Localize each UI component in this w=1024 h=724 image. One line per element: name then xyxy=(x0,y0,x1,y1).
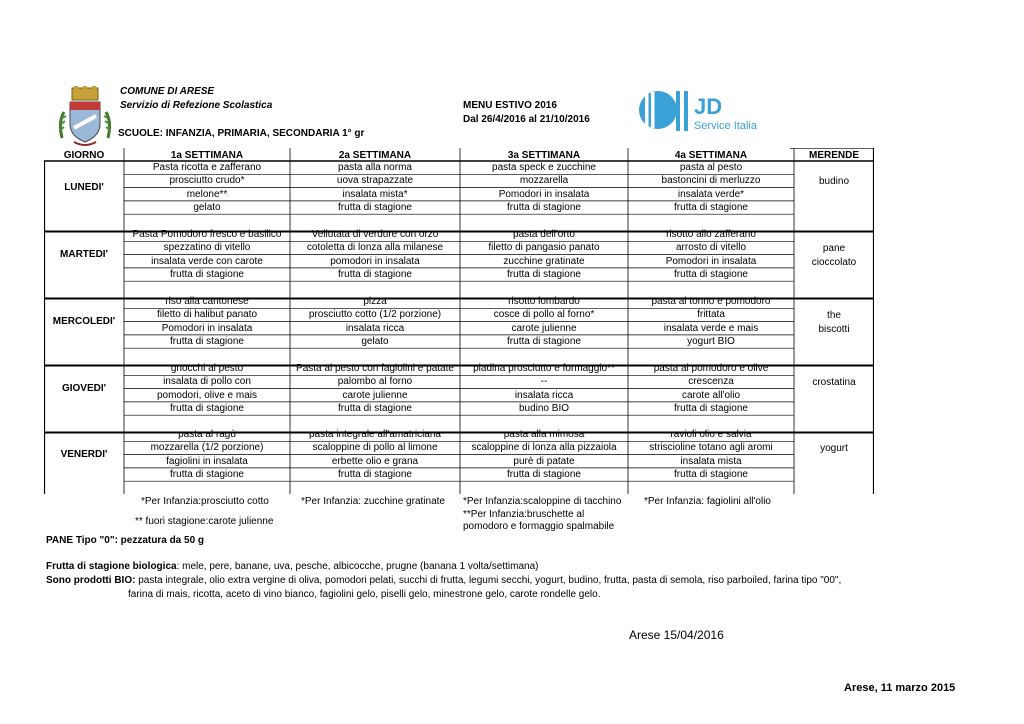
menu-cell-giovedi-w2-r3: carote julienne xyxy=(342,389,408,401)
menu-cell-lunedi-w2-r3: insalata mista* xyxy=(342,188,408,200)
arese-crest-icon xyxy=(56,86,114,148)
servizio-subtitle: Servizio di Refezione Scolastica xyxy=(120,100,273,111)
menu-cell-martedi-w1-r1: Pasta Pomodoro fresco e basilico xyxy=(132,229,282,240)
menu-cell-lunedi-w3-r4: frutta di stagione xyxy=(507,201,581,213)
menu-cell-giovedi-w1-r1: gnocchi al pesto xyxy=(170,363,244,374)
menu-cell-giovedi-w4-r4: frutta di stagione xyxy=(674,402,748,414)
note-fuori-stagione: ** fuori stagione:carote julienne xyxy=(135,516,274,527)
header-week2: 2a SETTIMANA xyxy=(338,150,412,161)
menu-cell-mercoledi-w3-r2: cosce di pollo al forno* xyxy=(493,309,595,321)
menu-cell-venerdi-w4-r1: ravioli olio e salvia xyxy=(670,429,752,440)
note-infanzia-week3: *Per Infanzia:scaloppine di tacchino xyxy=(463,496,622,507)
menu-cell-mercoledi-w3-r3: carote julienne xyxy=(511,322,577,334)
menu-cell-lunedi-w1-r3: melone** xyxy=(186,188,228,200)
jd-service-italia-logo xyxy=(638,88,768,134)
logo-brand-text: JD xyxy=(694,94,723,119)
note-bruschette-1: **Per Infanzia:bruschette al xyxy=(463,509,585,520)
menu-title: MENU ESTIVO 2016 xyxy=(463,100,557,111)
menu-cell-martedi-w2-r3: pomodori in insalata xyxy=(330,255,420,267)
menu-cell-venerdi-w4-r4: frutta di stagione xyxy=(674,468,748,480)
header-week1: 1a SETTIMANA xyxy=(170,150,244,161)
day-label-lunedi: LUNEDI' xyxy=(64,182,104,193)
pane-info: PANE Tipo "0": pezzatura da 50 g xyxy=(46,535,205,546)
menu-cell-lunedi-w4-r2: bastoncini di merluzzo xyxy=(661,175,761,187)
menu-cell-martedi-w4-r1: risotto allo zafferano xyxy=(666,229,756,240)
merenda-martedi-2: cioccolato xyxy=(811,257,857,268)
menu-cell-mercoledi-w2-r4: gelato xyxy=(361,335,389,347)
menu-cell-venerdi-w3-r3: purè di patate xyxy=(513,455,575,467)
note-infanzia-week2: *Per Infanzia: zucchine gratinate xyxy=(301,496,445,507)
menu-cell-mercoledi-w2-r1: pizza xyxy=(363,296,387,307)
menu-cell-venerdi-w2-r4: frutta di stagione xyxy=(338,468,412,480)
menu-cell-mercoledi-w1-r2: filetto di halibut panato xyxy=(156,309,258,321)
date-arese-2015: Arese, 11 marzo 2015 xyxy=(844,682,956,694)
menu-cell-giovedi-w4-r2: crescenza xyxy=(688,376,734,388)
menu-cell-giovedi-w3-r1: piadina prosciutto e formaggio** xyxy=(473,363,615,374)
menu-cell-lunedi-w2-r2: uova strapazzate xyxy=(336,175,414,187)
merenda-lunedi-1: budino xyxy=(818,176,850,187)
menu-cell-martedi-w3-r3: zucchine gratinate xyxy=(503,255,585,267)
menu-cell-venerdi-w1-r2: mozzarella (1/2 porzione) xyxy=(150,442,264,454)
menu-cell-giovedi-w1-r3: pomodori, olive e mais xyxy=(156,389,258,401)
header-merende: MERENDE xyxy=(808,150,859,161)
menu-cell-lunedi-w3-r2: mozzarella xyxy=(519,175,569,187)
menu-cell-martedi-w3-r2: filetto di pangasio panato xyxy=(488,242,600,254)
menu-cell-lunedi-w4-r3: insalata verde* xyxy=(677,188,745,200)
menu-cell-giovedi-w4-r3: carote all'olio xyxy=(681,389,741,401)
menu-cell-mercoledi-w2-r3: insalata ricca xyxy=(345,322,405,334)
menu-cell-mercoledi-w1-r4: frutta di stagione xyxy=(170,335,244,347)
menu-cell-lunedi-w4-r1: pasta al pesto xyxy=(679,162,743,173)
merenda-venerdi-1: yogurt xyxy=(820,443,848,454)
menu-cell-martedi-w1-r4: frutta di stagione xyxy=(170,268,244,280)
menu-cell-lunedi-w3-r1: pasta speck e zucchine xyxy=(492,162,596,173)
header-week3: 3a SETTIMANA xyxy=(507,150,581,161)
menu-cell-martedi-w2-r2: cotoletta di lonza alla milanese xyxy=(306,242,444,254)
menu-cell-martedi-w3-r4: frutta di stagione xyxy=(507,268,581,280)
bio-info xyxy=(46,575,841,586)
day-label-mercoledi: MERCOLEDI' xyxy=(52,316,116,327)
bio-text-1: pasta integrale, olio extra vergine di oliva, pomodori pelati, succhi di frutta, legumi secchi, yogurt, budino, frutta, pasta di semola, riso parboiled, farina tipo "00", xyxy=(135,575,842,586)
menu-cell-venerdi-w1-r4: frutta di stagione xyxy=(170,468,244,480)
menu-cell-martedi-w1-r3: insalata verde con carote xyxy=(151,255,263,267)
menu-cell-martedi-w2-r4: frutta di stagione xyxy=(338,268,412,280)
menu-cell-lunedi-w3-r3: Pomodori in insalata xyxy=(498,188,590,200)
merenda-mercoledi-2: biscotti xyxy=(818,324,850,335)
menu-cell-martedi-w4-r3: Pomodori in insalata xyxy=(665,255,757,267)
menu-cell-martedi-w2-r1: Vellutata di verdure con orzo xyxy=(311,229,439,240)
day-label-giovedi: GIOVEDI' xyxy=(61,383,107,394)
menu-cell-mercoledi-w1-r1: riso alla cantonese xyxy=(165,296,249,307)
menu-cell-venerdi-w2-r3: erbette olio e grana xyxy=(331,455,419,467)
scuole-label: SCUOLE: INFANZIA, PRIMARIA, SECONDARIA 1° gr xyxy=(118,128,365,139)
merenda-giovedi-1: crostatina xyxy=(812,377,856,388)
menu-cell-lunedi-w2-r4: frutta di stagione xyxy=(338,201,412,213)
menu-dates: Dal 26/4/2016 al 21/10/2016 xyxy=(463,114,590,125)
menu-cell-lunedi-w1-r4: gelato xyxy=(193,201,221,213)
menu-cell-mercoledi-w4-r4: yogurt BIO xyxy=(687,335,735,347)
day-label-martedi: MARTEDI' xyxy=(60,249,108,260)
merenda-mercoledi-1: the xyxy=(827,310,841,321)
menu-cell-giovedi-w3-r3: insalata ricca xyxy=(514,389,574,401)
note-infanzia-week4: *Per Infanzia: fagiolini all'olio xyxy=(644,496,771,507)
frutta-text: : mele, pere, banane, uva, pesche, albicocche, prugne (banana 1 volta/settimana) xyxy=(176,561,539,572)
menu-cell-mercoledi-w4-r1: pasta al tonno e pomodoro xyxy=(651,296,771,307)
menu-cell-giovedi-w4-r1: pasta al pomodoro e olive xyxy=(653,363,769,374)
header-week4: 4a SETTIMANA xyxy=(674,150,748,161)
merenda-martedi-1: pane xyxy=(822,243,846,254)
header-giorno: GIORNO xyxy=(63,150,105,161)
frutta-info xyxy=(46,561,538,572)
menu-cell-mercoledi-w3-r1: risotto lombardo xyxy=(508,296,580,307)
menu-cell-mercoledi-w2-r2: prosciutto cotto (1/2 porzione) xyxy=(308,309,442,321)
menu-cell-martedi-w4-r2: arrosto di vitello xyxy=(675,242,747,254)
date-arese-2016: Arese 15/04/2016 xyxy=(629,628,724,642)
menu-cell-mercoledi-w4-r3: insalata verde e mais xyxy=(663,322,759,334)
menu-cell-venerdi-w1-r1: pasta al ragù xyxy=(178,429,236,440)
menu-cell-giovedi-w2-r1: Pasta al pesto con fagiolini e patate xyxy=(296,363,454,374)
menu-cell-venerdi-w4-r2: striscioline totano agli aromi xyxy=(649,442,773,454)
note-infanzia-week1: *Per Infanzia:prosciutto cotto xyxy=(141,496,269,507)
menu-cell-venerdi-w3-r4: frutta di stagione xyxy=(507,468,581,480)
menu-cell-giovedi-w1-r2: insalata di pollo con xyxy=(163,376,251,388)
menu-cell-venerdi-w1-r3: fagiolini in insalata xyxy=(166,455,248,467)
menu-cell-giovedi-w1-r4: frutta di stagione xyxy=(170,402,244,414)
menu-cell-mercoledi-w4-r2: frittata xyxy=(697,309,725,321)
menu-cell-martedi-w1-r2: spezzatino di vitello xyxy=(163,242,251,254)
menu-cell-venerdi-w2-r1: pasta integrale all'amatriciana xyxy=(309,429,441,440)
bio-text-2: farina di mais, ricotta, aceto di vino bianco, fagiolini gelo, piselli gelo, minestrone gelo, carote rondelle gelo. xyxy=(128,589,601,600)
logo-sub-text: Service Italia xyxy=(694,120,757,132)
menu-cell-venerdi-w3-r1: pasta alla mimosa xyxy=(503,429,585,440)
comune-title: COMUNE DI ARESE xyxy=(120,86,215,97)
menu-cell-mercoledi-w1-r3: Pomodori in insalata xyxy=(161,322,253,334)
menu-cell-giovedi-w3-r4: budino BIO xyxy=(518,402,570,414)
frutta-label: Frutta di stagione biologica xyxy=(46,561,177,572)
menu-cell-venerdi-w3-r2: scaloppine di lonza alla pizzaiola xyxy=(471,442,617,454)
menu-cell-giovedi-w3-r2: -- xyxy=(540,376,548,388)
menu-cell-giovedi-w2-r2: palombo al forno xyxy=(337,376,413,388)
menu-cell-lunedi-w2-r1: pasta alla norma xyxy=(338,162,412,173)
day-label-venerdi: VENERDI' xyxy=(60,449,108,460)
menu-cell-martedi-w3-r1: pasta dell'orto xyxy=(513,229,575,240)
menu-cell-martedi-w4-r4: frutta di stagione xyxy=(674,268,748,280)
menu-cell-venerdi-w2-r2: scaloppine di pollo al limone xyxy=(312,442,438,454)
note-bruschette-2: pomodoro e formaggio spalmabile xyxy=(463,521,615,532)
menu-cell-giovedi-w2-r4: frutta di stagione xyxy=(338,402,412,414)
bio-label: Sono prodotti BIO: xyxy=(46,575,136,586)
menu-cell-lunedi-w4-r4: frutta di stagione xyxy=(674,201,748,213)
menu-cell-lunedi-w1-r2: prosciutto crudo* xyxy=(169,175,245,187)
menu-cell-mercoledi-w3-r4: frutta di stagione xyxy=(507,335,581,347)
menu-cell-lunedi-w1-r1: Pasta ricotta e zafferano xyxy=(152,162,262,173)
menu-cell-venerdi-w4-r3: insalata mista xyxy=(680,455,742,467)
